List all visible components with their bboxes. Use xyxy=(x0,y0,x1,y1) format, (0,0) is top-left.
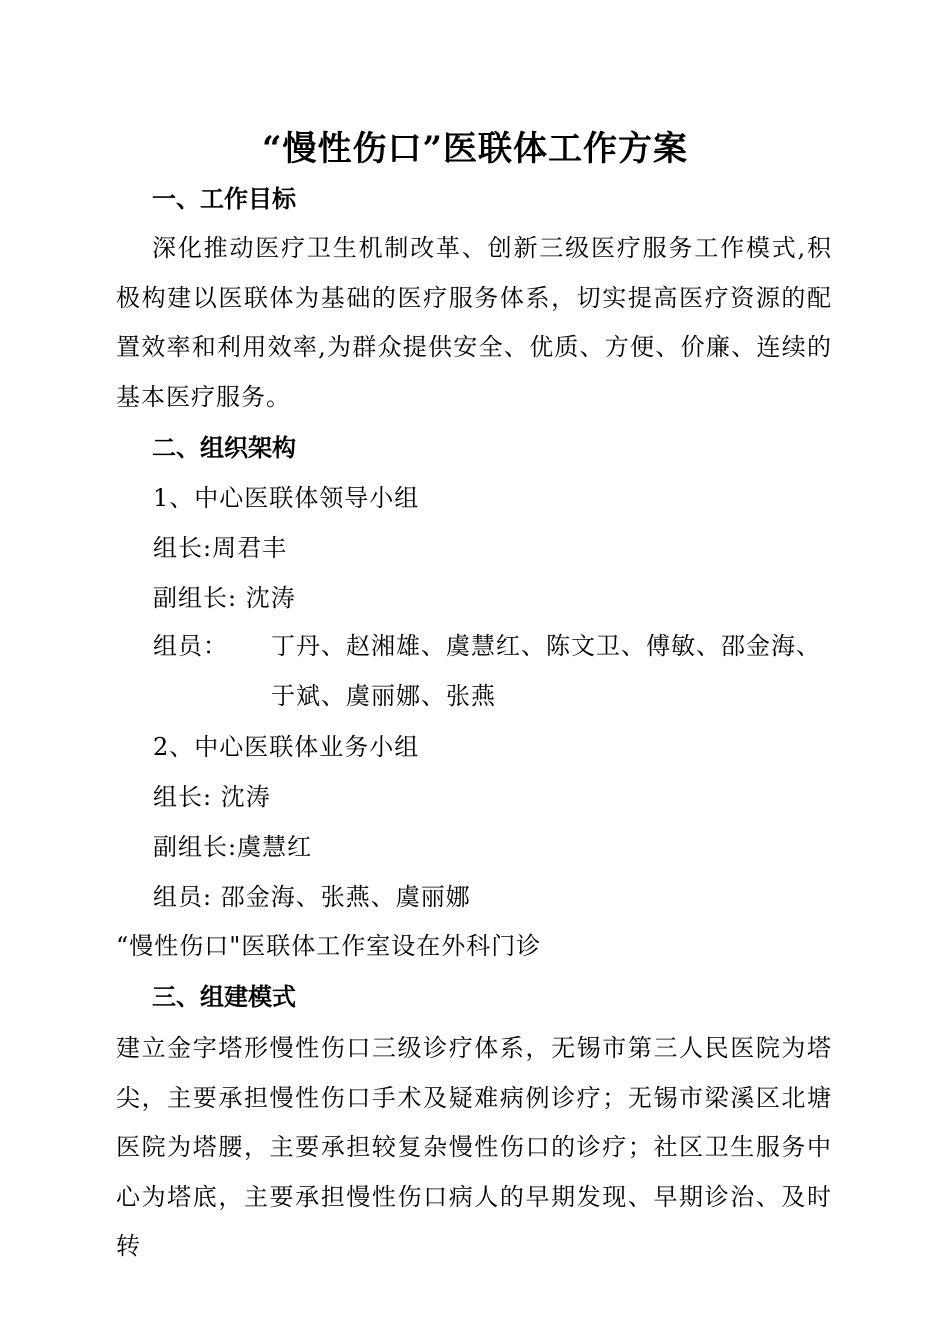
section-heading-model: 三、组建模式 xyxy=(152,982,296,1011)
office-location-note: “慢性伤口"医联体工作室设在外科门诊 xyxy=(116,932,542,960)
group-members-business: 组员: 邵金海、张燕、虞丽娜 xyxy=(153,883,471,911)
group-deputy-leadership: 副组长: 沈涛 xyxy=(153,584,296,612)
group-name-business: 2、中心医联体业务小组 xyxy=(153,733,420,761)
group-name-leadership: 1、中心医联体领导小组 xyxy=(153,484,420,512)
section-paragraph-goals: 深化推动医疗卫生机制改革、创新三级医疗服务工作模式,积极构建以医联体为基础的医疗服务体系，切实提高医疗资源的配置效率和利用效率,为群众提供安全、优质、方便、价廉、连续的基本医疗服务。 xyxy=(116,234,832,411)
group-leader-leadership: 组长:周君丰 xyxy=(153,534,288,562)
members-names: 丁丹、赵湘雄、虞慧红、陈文卫、傅敏、邵金海、于斌、虞丽娜、张燕 xyxy=(271,632,821,710)
section-paragraph-model: 建立金字塔形慢性伤口三级诊疗体系，无锡市第三人民医院为塔尖，主要承担慢性伤口手术及疑难病例诊疗；无锡市梁溪区北塘医院为塔腰，主要承担较复杂慢性伤口的诊疗；社区卫生服务中心为塔底，主要承担慢性伤口病人的早期发现、早期诊治、及时转 xyxy=(116,1034,832,1260)
section-heading-goals: 一、工作目标 xyxy=(152,184,296,213)
members-label: 组员： xyxy=(153,632,228,660)
section-heading-organization: 二、组织架构 xyxy=(152,433,296,462)
group-members-leadership xyxy=(153,622,833,721)
group-leader-business: 组长: 沈涛 xyxy=(153,783,271,811)
document-title: “慢性伤口”医联体工作方案 xyxy=(261,129,689,169)
group-deputy-business: 副组长:虞慧红 xyxy=(153,833,313,861)
